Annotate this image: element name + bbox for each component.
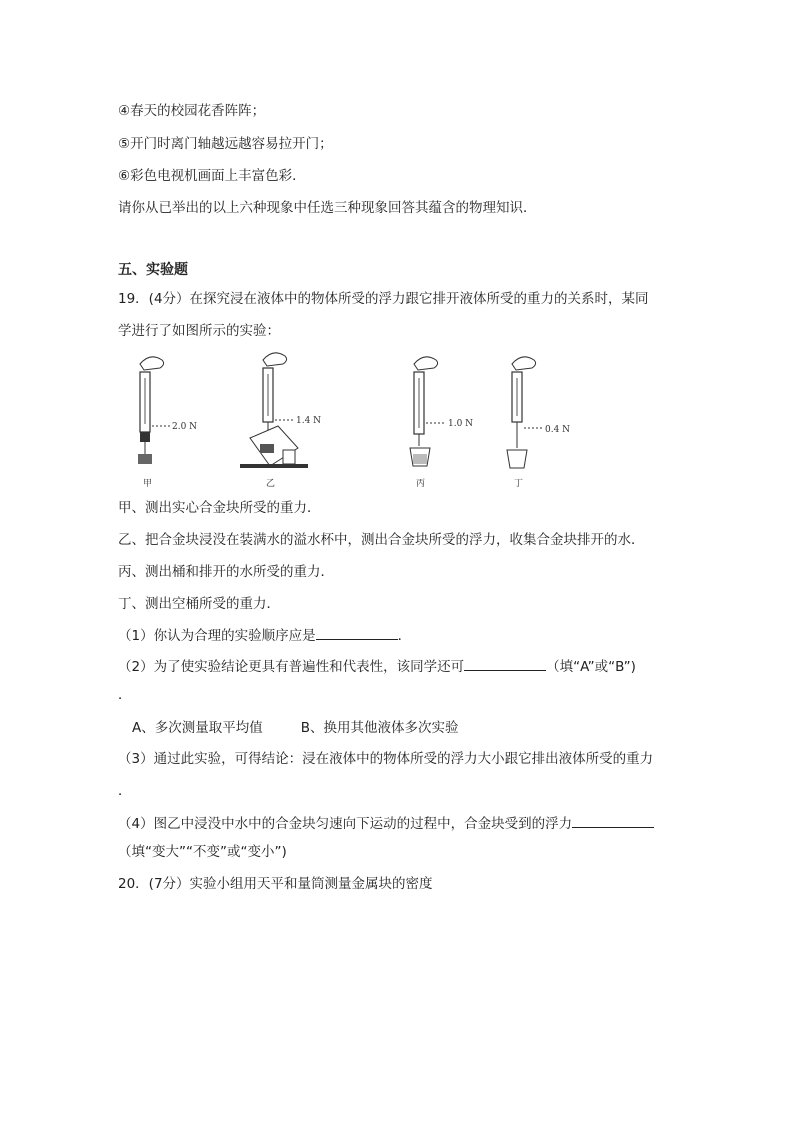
sub1-text: （1）你认为合理的实验顺序应是 xyxy=(118,628,316,644)
intro-instruction: 请你从已举出的以上六种现象中任选三种现象回答其蕴含的物理知识． xyxy=(118,200,537,216)
reading-yi: 1.4 N xyxy=(296,416,322,426)
reading-jia: 2.0 N xyxy=(172,422,198,432)
step-jia: 甲、测出实心合金块所受的重力． xyxy=(118,500,321,516)
caption-bing: 丙 xyxy=(416,479,426,489)
sub2-text: （2）为了使实验结论更具有普遍性和代表性，该同学还可 xyxy=(118,659,465,675)
intro-item-5: ⑤开门时离门轴越远越容易拉开门； xyxy=(118,136,333,152)
sub1-suffix: ． xyxy=(397,628,412,644)
spring-scale-diagram xyxy=(118,348,598,493)
experiment-figure xyxy=(118,348,598,493)
answer-blank-1[interactable] xyxy=(316,625,398,640)
sub-question-1 xyxy=(118,625,411,645)
sub4-continuation: （填“变大”“不变”或“变小”) xyxy=(118,844,287,860)
reading-bing: 1.0 N xyxy=(448,419,474,429)
step-yi: 乙、把合金块浸没在装满水的溢水杯中，测出合金块所受的浮力，收集合金块排开的水． xyxy=(118,532,645,548)
sub-question-2 xyxy=(118,656,636,676)
sub3-continuation: ． xyxy=(118,783,132,799)
answer-blank-4[interactable] xyxy=(572,813,654,828)
sub-question-3: （3）通过此实验，可得结论：浸在液体中的物体所受的浮力大小跟它排出液体所受的重力 xyxy=(118,751,654,767)
answer-blank-2[interactable] xyxy=(464,656,546,671)
sub2-suffix: （填“A”或“B”) xyxy=(546,659,636,675)
option-b: B、换用其他液体多次实验 xyxy=(300,720,459,736)
sub4-text: （4）图乙中浸没中水中的合金块匀速向下运动的过程中，合金块受到的浮力 xyxy=(118,816,573,832)
step-bing: 丙、测出桶和排开的水所受的重力． xyxy=(118,564,334,580)
q19-stem-line2: 学进行了如图所示的实验： xyxy=(118,323,280,339)
caption-yi: 乙 xyxy=(266,479,276,489)
sub2-continuation: ． xyxy=(118,687,132,703)
options-line xyxy=(132,719,459,737)
reading-ding: 0.4 N xyxy=(545,425,571,435)
intro-item-4: ④春天的校园花香阵阵； xyxy=(118,103,266,119)
scale-ding xyxy=(507,357,543,468)
section-title: 五、实验题 xyxy=(118,262,188,278)
step-ding: 丁、测出空桶所受的重力． xyxy=(118,596,280,612)
caption-ding: 丁 xyxy=(514,479,524,489)
intro-item-6: ⑥彩色电视机画面上丰富色彩． xyxy=(118,168,306,184)
scale-yi xyxy=(240,353,308,468)
q19-stem-line1: 19．(4分）在探究浸在液体中的物体所受的浮力跟它排开液体所受的重力的关系时，某同 xyxy=(118,291,649,307)
option-a: A、多次测量取平均值 xyxy=(132,720,263,736)
q20-stem: 20．(7分）实验小组用天平和量筒测量金属块的密度 xyxy=(118,876,433,892)
scale-bing xyxy=(410,357,446,466)
caption-jia: 甲 xyxy=(143,479,153,489)
scale-jia xyxy=(138,357,170,464)
sub-question-4 xyxy=(118,813,654,833)
